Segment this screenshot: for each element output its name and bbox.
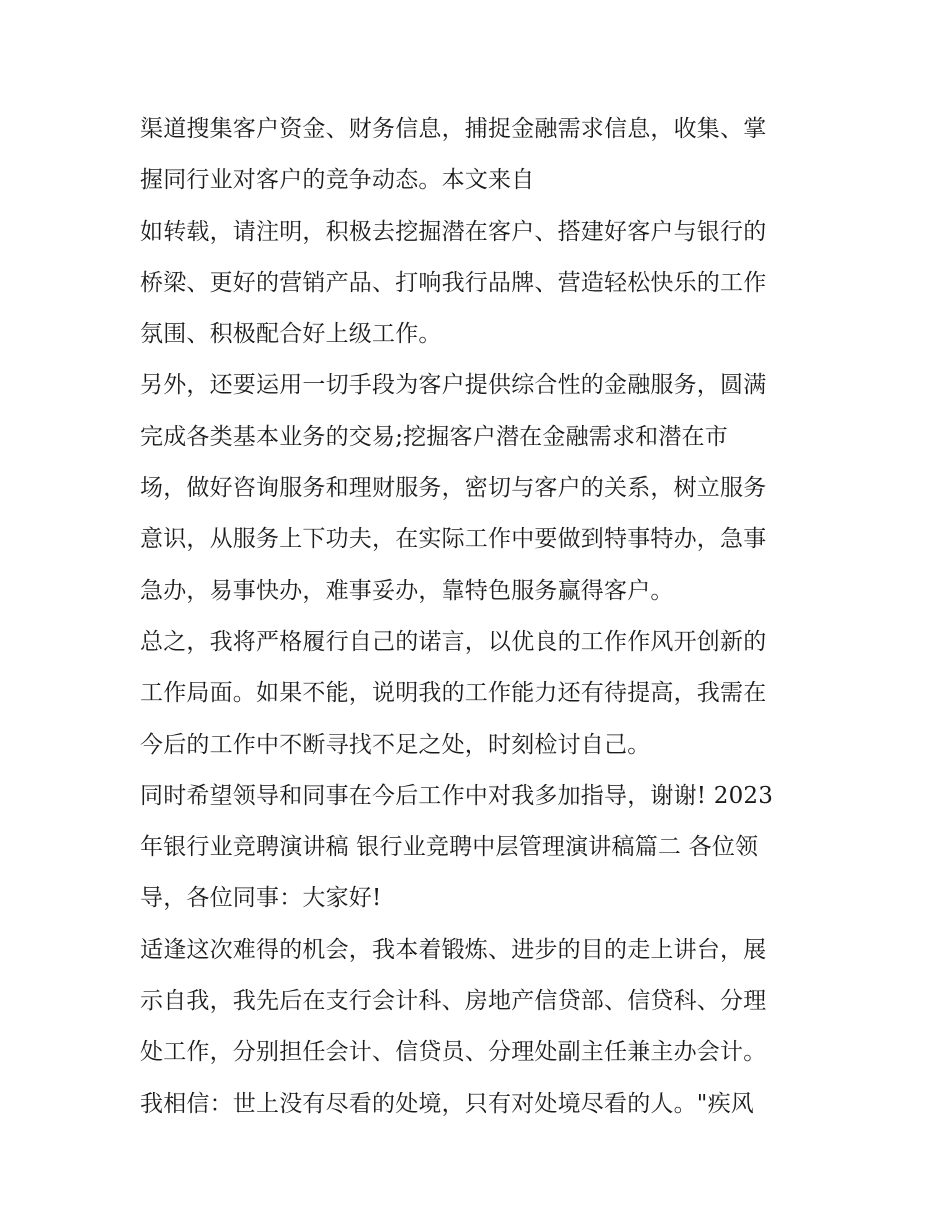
text-line: 同时希望领导和同事在今后工作中对我多加指导，谢谢! 2023 [140,782,774,809]
text-line: 急办，易事快办，难事妥办，靠特色服务赢得客户。 [140,577,674,604]
text-line: 意识，从服务上下功夫，在实际工作中要做到特事特办，急事 [140,526,767,553]
text-line: 另外，还要运用一切手段为客户提供综合性的金融服务，圆满 [140,372,767,399]
text-line: 总之，我将严格履行自己的诺言，以优良的工作作风开创新的 [140,628,767,655]
text-line: 我相信：世上没有尽看的处境，只有对处境尽看的人。"疾风 [140,1090,754,1117]
text-line: 氛围、积极配合好上级工作。 [140,321,442,348]
text-line: 渠道搜集客户资金、财务信息，捕捉金融需求信息，收集、掌 [140,116,767,142]
text-line: 导，各位同事：大家好! [140,885,382,912]
text-line: 工作局面。如果不能，说明我的工作能力还有待提高，我需在 [140,680,767,707]
text-line: 如转载，请注明，积极去挖掘潜在客户、搭建好客户与银行的 [140,218,767,245]
text-line: 场，做好咨询服务和理财服务，密切与客户的关系，树立服务 [140,475,767,502]
text-line: 今后的工作中不断寻找不足之处，时刻检讨自己。 [140,731,651,758]
text-line: 握同行业对客户的竞争动态。本文来自 [140,167,535,194]
text-line: 完成各类基本业务的交易;挖掘客户潜在金融需求和潜在市 [140,423,728,450]
text-line: 年银行业竞聘演讲稿 银行业竞聘中层管理演讲稿篇二 各位领 [140,834,759,861]
text-line: 处工作，分别担任会计、信贷员、分理处副主任兼主办会计。 [140,1039,767,1066]
text-line: 桥梁、更好的营销产品、打响我行品牌、营造轻松快乐的工作 [140,269,767,296]
text-line: 示自我，我先后在支行会计科、房地产信贷部、信贷科、分理 [140,988,767,1015]
body-text [140,104,830,1130]
text-line: 适逢这次难得的机会，我本着锻炼、进步的目的走上讲台，展 [140,936,767,963]
